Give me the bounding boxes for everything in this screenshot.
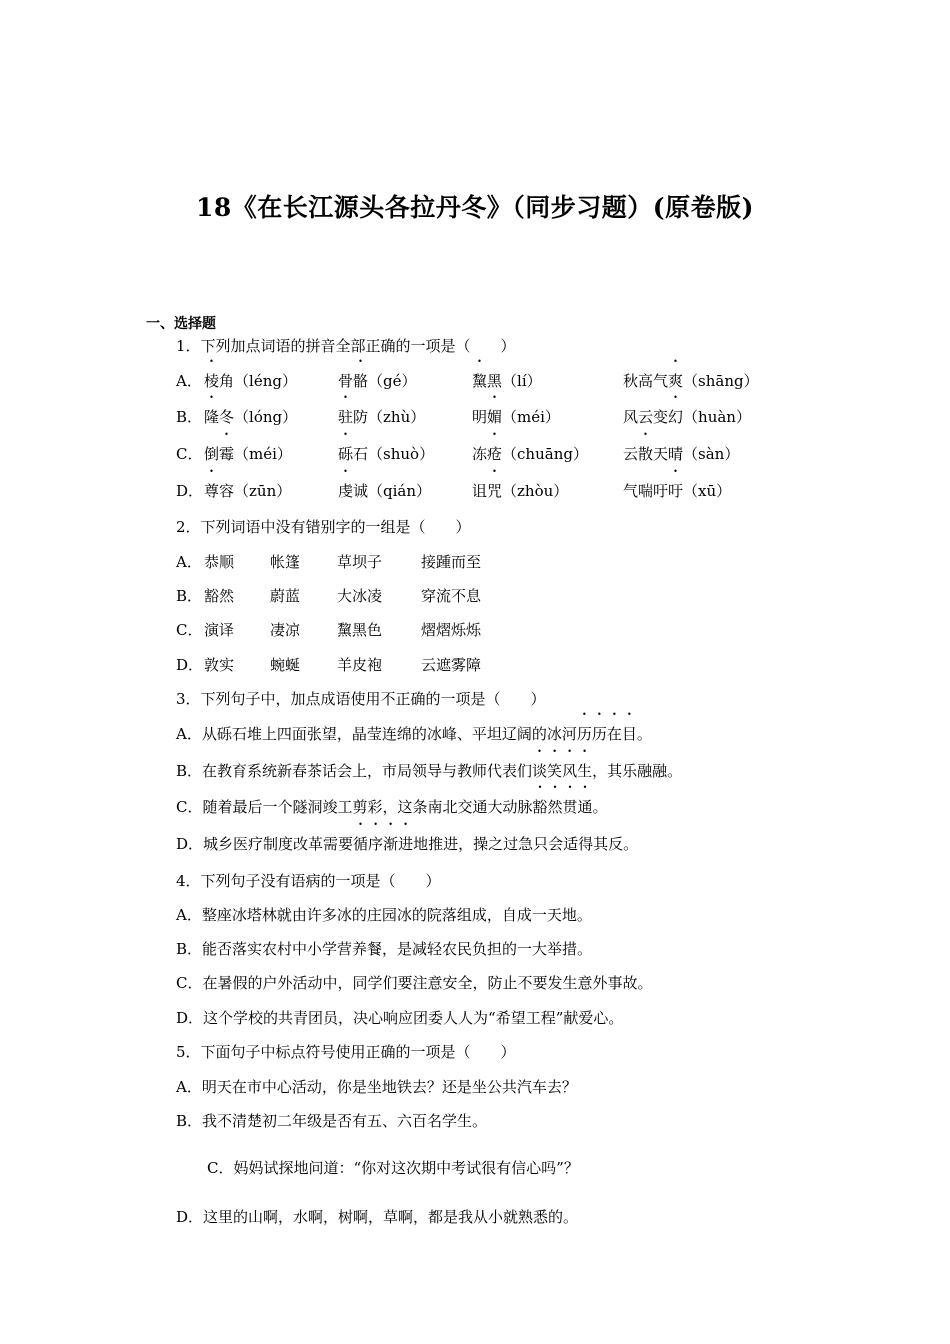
dotted-idiom [577,723,637,745]
q5-stem: 5．下面句子中标点符号使用正确的一项是（ ） [176,1043,516,1061]
word-item: 大冰凌 [337,587,383,605]
word-pinyin-item: 明媚（méi） [472,408,560,426]
word-pinyin-item: 骨骼（gé） [338,372,417,390]
document-title: 18《在长江源头各拉丹冬》（同步习题）(原卷版) [196,193,754,222]
dotted-char: 驻 [338,408,354,426]
word-pinyin-item: 云散天晴（sàn） [623,445,740,463]
dotted-char: 隆 [204,408,220,426]
word-item: 草坝子 [337,553,383,571]
dotted-char: 砾 [338,445,354,463]
word-pinyin-item: 黧黑（lí） [472,372,542,390]
word-pinyin-item: 气喘吁吁（xū） [623,482,732,500]
dotted-char: 循 [353,835,369,853]
q3-option: B．在教育系统新春茶话会上，市局领导与教师代表们谈笑风生，其乐融融。 [176,762,683,780]
q2-option-row [176,619,576,641]
dotted-char: 历 [576,725,592,743]
word-item: 羊皮袍 [337,656,383,674]
word-pinyin-item: 诅咒（zhòu） [472,482,569,500]
q2-option-row [176,654,576,676]
section-heading: 一、选择题 [146,316,216,332]
option-label: B． [176,408,203,426]
word-pinyin-item: 秋高气爽（shāng） [623,372,759,390]
word-pinyin-item: 冻疮（chuāng） [472,445,588,463]
word-pinyin-item: 砾石（shuò） [338,445,435,463]
dotted-char: 疮 [487,445,503,463]
q3-stem: 3．下列句子中，加点成语使用不正确的一项是（ ） [176,690,546,708]
word-pinyin-item: 尊容（zūn） [204,482,292,500]
dotted-char: 爽 [668,372,684,390]
q1-option-row [176,406,796,428]
dotted-idiom [353,833,413,855]
dotted-char: 吁 [668,482,684,500]
q5-option-d: D．这里的山啊，水啊，树啊，草啊，都是我从小就熟悉的。 [176,1208,579,1226]
dotted-char: 然 [547,798,563,816]
dotted-char: 通 [577,798,593,816]
q5-option-a: A．明天在市中心活动，你是坐地铁去？还是坐公共汽车去？ [176,1078,577,1096]
word-item: 凄凉 [270,621,301,639]
word-item: 黧黑色 [337,621,383,639]
dotted-char: 序 [368,835,384,853]
dotted-char: 咒 [487,482,503,500]
dotted-char: 目 [621,725,637,743]
q2-option-row [176,585,576,607]
dotted-char: 虔 [338,482,354,500]
word-item: 蔚蓝 [270,587,301,605]
q5-option-c: C．妈妈试探地问道：“你对这次期中考试很有信心吗”？ [207,1159,579,1177]
option-label: C． [176,445,203,463]
option-label: A． [176,553,202,571]
dotted-char: 媚 [487,408,503,426]
q4-option-d: D．这个学校的共青团员，决心响应团委人人为“希望工程”献爱心。 [176,1009,624,1027]
q1-option-row [176,370,796,392]
option-label: C． [176,621,203,639]
dotted-char: 幻 [668,408,684,426]
dotted-char: 历 [591,725,607,743]
q1-option-row [176,480,796,502]
q4-stem: 4．下列句子没有语病的一项是（ ） [176,872,441,890]
word-pinyin-item: 驻防（zhù） [338,408,426,426]
dotted-char: 贯 [562,798,578,816]
q3-option: C．随着最后一个隧洞竣工剪彩，这条南北交通大动脉豁然贯通。 [176,798,608,816]
word-pinyin-item: 风云变幻（huàn） [623,408,751,426]
q3-option: A．从砾石堆上四面张望，晶莹连绵的冰峰、平坦辽阔的冰河历历在目。 [176,725,652,743]
dotted-char: 骼 [353,372,369,390]
word-item: 帐篷 [270,553,301,571]
word-pinyin-item: 虔诚（qián） [338,482,432,500]
q2-option-row [176,551,576,573]
dotted-char: 风 [562,762,578,780]
word-item: 接踵而至 [421,553,482,571]
dotted-char: 散 [638,445,654,463]
dotted-char: 进 [398,835,414,853]
word-item: 穿流不息 [421,587,482,605]
word-item: 蜿蜒 [270,656,301,674]
q4-option-b: B．能否落实农村中小学营养餐，是减轻农民负担的一大举措。 [176,940,593,958]
dotted-char: 豁 [532,798,548,816]
word-item: 恭顺 [204,553,235,571]
word-pinyin-item: 棱角（léng） [204,372,297,390]
dotted-idiom [532,796,592,818]
option-label: D． [176,482,204,500]
q3-option: D．城乡医疗制度改革需要循序渐进地推进，操之过急只会适得其反。 [176,835,639,853]
word-pinyin-item: 倒霉（méi） [204,445,292,463]
option-label: A． [176,372,202,390]
dotted-char: 笑 [547,762,563,780]
dotted-char: 棱 [204,372,220,390]
q2-stem: 2．下列词语中没有错别字的一组是（ ） [176,518,471,536]
option-label: D． [176,656,204,674]
word-item: 敦实 [204,656,235,674]
dotted-char: 在 [606,725,622,743]
dotted-char: 尊 [204,482,220,500]
word-item: 熠熠烁烁 [421,621,482,639]
option-label: B． [176,587,203,605]
dotted-char: 霉 [219,445,235,463]
word-item: 演译 [204,621,235,639]
dotted-char: 黧 [472,372,488,390]
dotted-char: 渐 [383,835,399,853]
q1-stem: 1．下列加点词语的拼音全部正确的一项是（ ） [176,337,516,355]
dotted-idiom [532,760,592,782]
dotted-char: 生 [577,762,593,780]
word-item: 云遮雾障 [421,656,482,674]
q4-option-c: C．在暑假的户外活动中，同学们要注意安全，防止不要发生意外事故。 [176,974,653,992]
word-pinyin-item: 隆冬（lóng） [204,408,298,426]
word-item: 豁然 [204,587,235,605]
q1-option-row [176,443,796,465]
dotted-char: 谈 [532,762,548,780]
q5-option-b: B．我不清楚初二年级是否有五、六百名学生。 [176,1112,488,1130]
q4-option-a: A．整座冰塔林就由许多冰的庄园冰的院落组成，自成一天地。 [176,906,592,924]
